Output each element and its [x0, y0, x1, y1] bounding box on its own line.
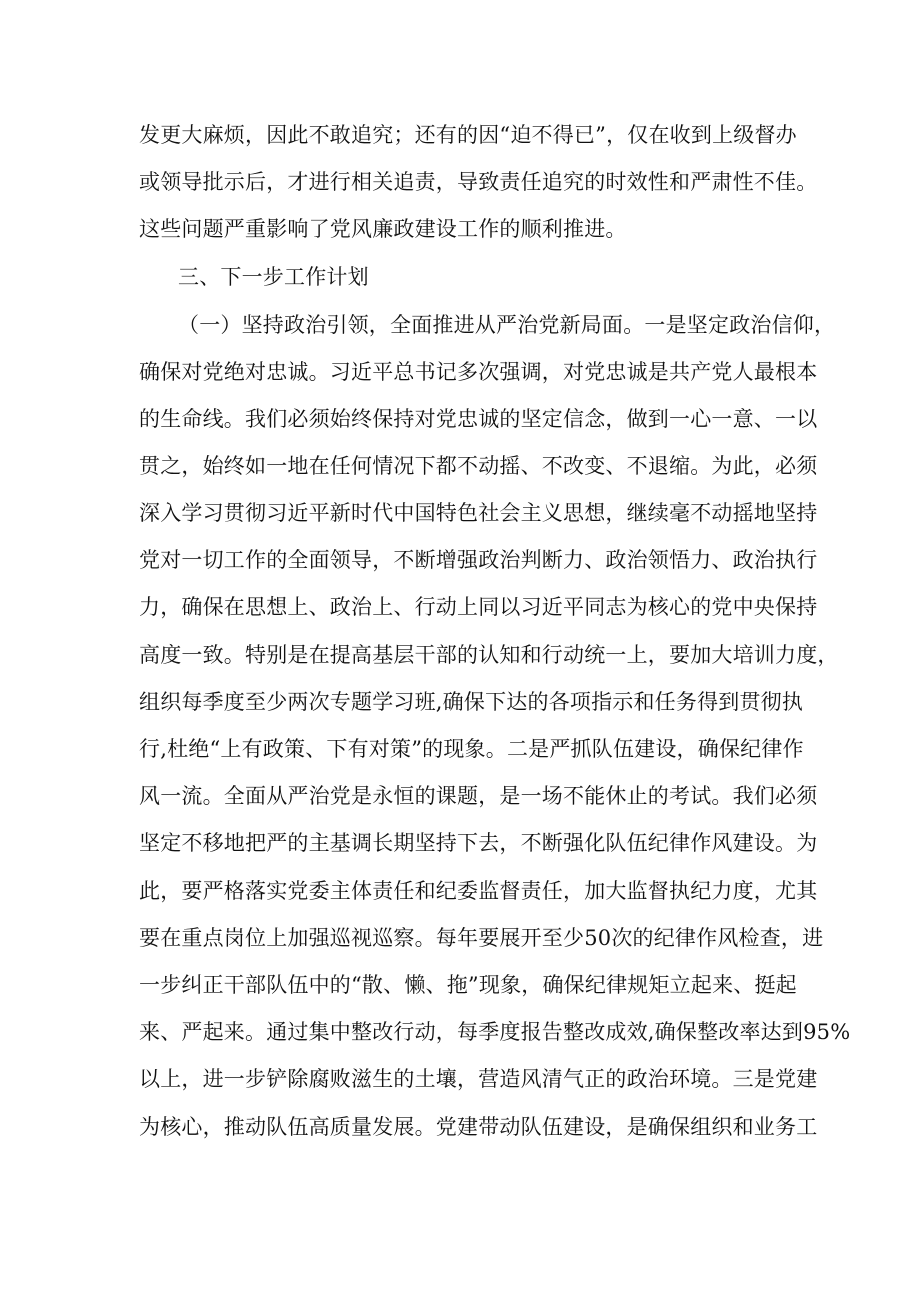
paragraph-line-11: 力，确保在思想上、政治上、行动上同以习近平同志为核心的党中央保持: [139, 595, 818, 619]
paragraph-line-3: 这些问题严重影响了党风廉政建设工作的顺利推进。: [139, 217, 627, 241]
paragraph-line-21: 以上，进一步铲除腐败滋生的土壤，营造风清气正的政治环境。三是党建: [139, 1067, 818, 1091]
paragraph-line-7: 的生命线。我们必须始终保持对党忠诚的坚定信念，做到一心一意、一以: [139, 407, 818, 431]
paragraph-line-8: 贯之，始终如一地在任何情况下都不动摇、不改变、不退缩。为此，必须: [139, 454, 818, 478]
paragraph-line-12: 高度一致。特别是在提高基层干部的认知和行动统一上，要加大培训力度，: [139, 643, 839, 667]
section-heading: 三、下一步工作计划: [178, 265, 369, 289]
paragraph-line-10: 党对一切工作的全面领导，不断增强政治判断力、政治领悟力、政治执行: [139, 548, 818, 572]
paragraph-line-1: 发更大麻烦，因此不敢追究；还有的因“迫不得已”，仅在收到上级督办: [139, 123, 797, 147]
paragraph-line-13: 组织每季度至少两次专题学习班,确保下达的各项指示和任务得到贯彻执: [139, 690, 804, 714]
paragraph-line-20: 来、严起来。通过集中整改行动，每季度报告整改成效,确保整改率达到95%: [139, 1020, 851, 1044]
paragraph-line-18: 要在重点岗位上加强巡视巡察。每年要展开至少50次的纪律作风检查，进: [139, 926, 824, 950]
paragraph-line-2: 或领导批示后，才进行相关追责，导致责任追究的时效性和严肃性不佳。: [139, 170, 818, 194]
paragraph-line-14: 行,杜绝“上有政策、下有对策”的现象。二是严抓队伍建设，确保纪律作: [139, 737, 804, 761]
paragraph-line-17: 此，要严格落实党委主体责任和纪委监督责任，加大监督执纪力度，尤其: [139, 879, 818, 903]
paragraph-line-22: 为核心，推动队伍高质量发展。党建带动队伍建设，是确保组织和业务工: [139, 1115, 818, 1139]
paragraph-line-9: 深入学习贯彻习近平新时代中国特色社会主义思想，继续毫不动摇地坚持: [139, 501, 818, 525]
paragraph-line-15: 风一流。全面从严治党是永恒的课题，是一场不能休止的考试。我们必须: [139, 784, 818, 808]
paragraph-line-16: 坚定不移地把严的主基调长期坚持下去，不断强化队伍纪律作风建设。为: [139, 831, 818, 855]
paragraph-line-19: 一步纠正干部队伍中的“散、懒、拖”现象，确保纪律规矩立起来、挺起: [139, 973, 797, 997]
paragraph-line-6: 确保对党绝对忠诚。习近平总书记多次强调，对党忠诚是共产党人最根本: [139, 360, 818, 384]
paragraph-line-5: （一）坚持政治引领，全面推进从严治党新局面。一是坚定政治信仰，: [178, 313, 836, 337]
